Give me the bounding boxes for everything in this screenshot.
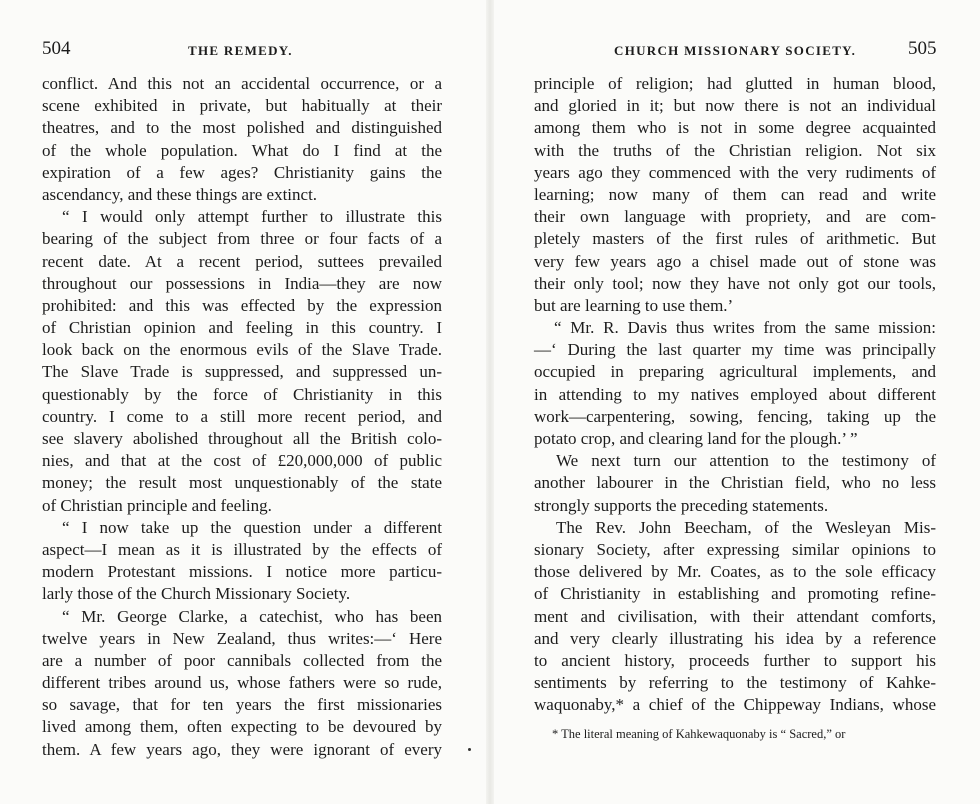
text-line: scene exhibited in private, but habitually at their bbox=[42, 96, 442, 116]
text-line: waquonaby,* a chief of the Chippeway Indians, whose bbox=[534, 695, 936, 715]
text-line: “ I now take up the question under a different bbox=[62, 517, 442, 537]
text-line: learning; now many of them can read and write bbox=[534, 184, 936, 204]
text-line: their own language with propriety, and are com- bbox=[534, 207, 936, 227]
text-line: of the whole population. What do I find at the bbox=[42, 140, 442, 160]
text-line: and very clearly illustrating his idea by a reference bbox=[534, 628, 936, 648]
text-line: “ Mr. George Clarke, a catechist, who has been bbox=[62, 606, 442, 626]
text-line: recent date. At a recent period, suttees prevailed bbox=[42, 251, 442, 271]
text-line: of Christian principle and feeling. bbox=[42, 495, 272, 515]
text-line: modern Protestant missions. I notice more particu- bbox=[42, 562, 442, 582]
text-line: throughout our possessions in India—they are now bbox=[42, 273, 442, 293]
running-head: CHURCH MISSIONARY SOCIETY. bbox=[614, 43, 857, 58]
text-line: among them who is not in some degree acquainted bbox=[534, 118, 936, 138]
text-line: another labourer in the Christian field, who no less bbox=[534, 473, 936, 493]
text-line: We next turn our attention to the testimony of bbox=[556, 451, 936, 471]
text-line: those delivered by Mr. Coates, as to the sole efficacy bbox=[534, 562, 936, 582]
text-line: different tribes around us, whose fathers were so rude, bbox=[42, 673, 442, 693]
text-line: prohibited: and this was effected by the expression bbox=[42, 295, 442, 315]
text-line: to ancient history, proceeds further to support his bbox=[534, 650, 936, 670]
text-line: their only tool; now they have not only got our tools, bbox=[534, 273, 936, 293]
text-line: nies, and that at the cost of £20,000,000 of public bbox=[42, 451, 442, 471]
text-line: principle of religion; had glutted in human blood, bbox=[534, 74, 936, 93]
text-line: occupied in preparing agricultural implements, and bbox=[534, 362, 936, 382]
body-text bbox=[42, 73, 442, 761]
ink-speck bbox=[468, 748, 471, 751]
page-number: 505 bbox=[908, 38, 937, 59]
footnote: * The literal meaning of Kahkewaquonaby is “ Sacred,” or bbox=[552, 727, 846, 741]
running-head: THE REMEDY. bbox=[188, 43, 293, 58]
right-page bbox=[490, 0, 980, 804]
text-line: theatres, and to the most polished and distinguished bbox=[42, 118, 442, 138]
text-line: money; the result most unquestionably of the state bbox=[42, 473, 442, 493]
text-line: are a number of poor cannibals collected from the bbox=[42, 650, 442, 670]
text-line: potato crop, and clearing land for the plough.’ ” bbox=[534, 429, 858, 448]
text-line: very few years ago a chisel made out of stone was bbox=[534, 251, 936, 271]
text-line: pletely masters of the first rules of arithmetic. But bbox=[534, 229, 936, 249]
text-line: expiration of a few ages? Christianity gains the bbox=[42, 162, 442, 182]
text-line: but are learning to use them.’ bbox=[534, 295, 734, 315]
text-line: conflict. And this not an accidental occurrence, or a bbox=[42, 74, 442, 93]
text-line: of Christianity in establishing and promoting refine- bbox=[534, 584, 936, 604]
text-line: ascendancy, and these things are extinct. bbox=[42, 184, 318, 204]
text-line: years ago they commenced with the very rudiments of bbox=[534, 162, 936, 182]
text-line: —‘ During the last quarter my time was principally bbox=[534, 340, 936, 360]
text-line: and gloried in it; but now there is not an individual bbox=[534, 96, 936, 116]
text-line: larly those of the Church Missionary Society. bbox=[42, 584, 351, 604]
text-line: The Slave Trade is suppressed, and suppressed un- bbox=[42, 362, 442, 382]
text-line: so savage, that for ten years the first missionaries bbox=[42, 695, 442, 715]
body-text bbox=[534, 73, 936, 716]
text-line: see slavery abolished throughout all the British colo- bbox=[42, 429, 442, 448]
text-line: aspect—I mean as it is illustrated by the effects of bbox=[42, 539, 442, 559]
text-line: ment and civilisation, with their attendant comforts, bbox=[534, 606, 936, 626]
text-line: bearing of the subject from three or four facts of a bbox=[42, 229, 442, 249]
text-line: with the truths of the Christian religion. Not six bbox=[534, 140, 936, 160]
text-line: questionably by the force of Christianity in this bbox=[42, 384, 442, 404]
text-line: strongly supports the preceding statements. bbox=[534, 495, 829, 515]
text-line: of Christian opinion and feeling in this country. I bbox=[42, 318, 442, 338]
text-line: look back on the enormous evils of the Slave Trade. bbox=[42, 340, 442, 360]
text-line: twelve years in New Zealand, thus writes:—‘ Here bbox=[42, 628, 442, 648]
text-line: sentiments by referring to the testimony of Kahke- bbox=[534, 673, 936, 693]
text-line: them. A few years ago, they were ignorant of every bbox=[42, 739, 442, 759]
text-line: sionary Society, after expressing similar opinions to bbox=[534, 539, 936, 559]
text-line: “ I would only attempt further to illustrate this bbox=[62, 207, 442, 227]
text-line: country. I come to a still more recent period, and bbox=[42, 406, 442, 426]
text-line: The Rev. John Beecham, of the Wesleyan Mis- bbox=[556, 517, 936, 537]
page-number: 504 bbox=[42, 38, 71, 59]
text-line: work—carpentering, sowing, fencing, taking up the bbox=[534, 406, 936, 426]
text-line: lived among them, often expecting to be devoured by bbox=[42, 717, 442, 737]
text-line: in attending to my natives employed about different bbox=[534, 384, 936, 404]
text-line: “ Mr. R. Davis thus writes from the same mission: bbox=[554, 318, 936, 338]
